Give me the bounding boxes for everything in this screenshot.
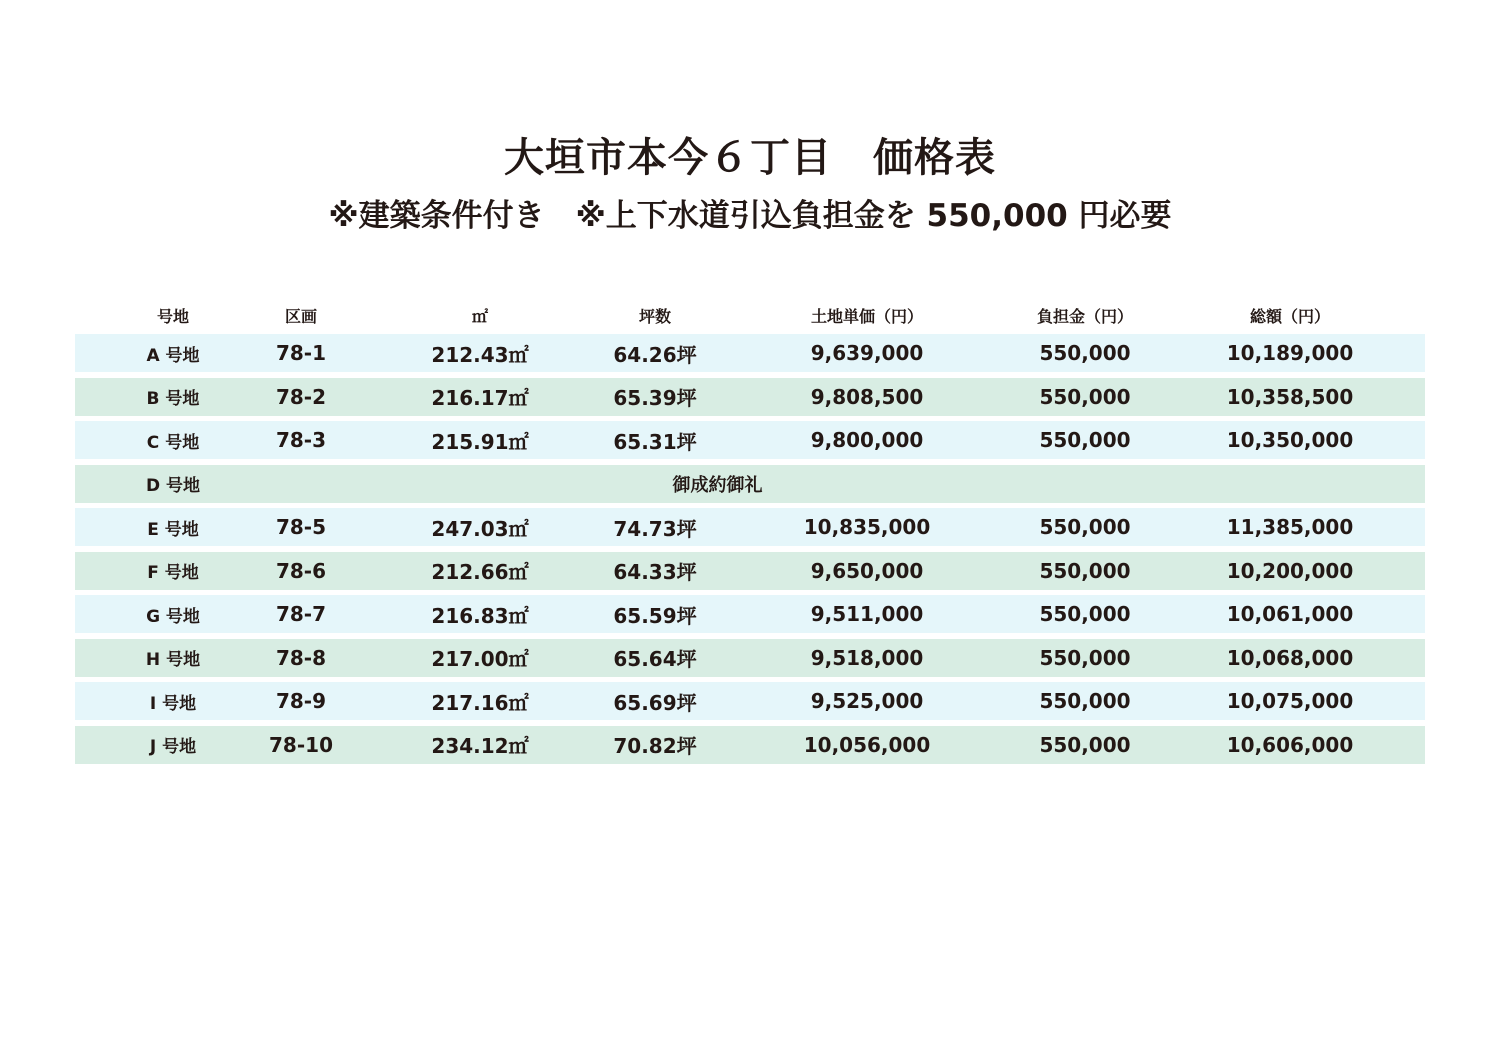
fee-cell: 550,000 <box>1039 428 1131 452</box>
section-cell: 78-3 <box>275 428 327 452</box>
header-tsubo: 坪数 <box>638 306 671 326</box>
table-body <box>75 334 1425 764</box>
total-cell: 10,061,000 <box>1226 602 1354 626</box>
table-row <box>75 465 1425 503</box>
land-price-cell: 10,056,000 <box>803 732 931 757</box>
land-price-cell: 9,518,000 <box>810 645 924 670</box>
tsubo-cell: 70.82坪 <box>613 734 697 758</box>
table-row <box>75 421 1425 459</box>
tsubo-cell: 65.69坪 <box>613 690 697 715</box>
tsubo-cell: 65.59坪 <box>613 603 697 628</box>
lot-cell: B 号地 <box>146 389 200 409</box>
tsubo-cell: 64.26坪 <box>613 342 697 367</box>
lot-cell: I 号地 <box>149 693 197 714</box>
land-price-cell: 9,525,000 <box>810 689 924 713</box>
fee-cell: 550,000 <box>1039 732 1131 757</box>
total-cell: 11,385,000 <box>1226 515 1354 539</box>
table-row <box>75 682 1425 720</box>
section-cell: 78-9 <box>275 689 327 713</box>
section-cell: 78-6 <box>275 558 327 583</box>
table-header <box>75 300 1425 330</box>
lot-cell: A 号地 <box>146 345 200 366</box>
lot-cell: F 号地 <box>147 563 199 583</box>
fee-cell: 550,000 <box>1039 341 1131 365</box>
total-cell: 10,358,500 <box>1226 384 1354 409</box>
area-cell: 216.83㎡ <box>431 603 529 628</box>
header-total: 総額（円） <box>1249 306 1330 326</box>
total-cell: 10,200,000 <box>1226 558 1354 583</box>
land-price-cell: 9,808,500 <box>810 384 924 409</box>
section-cell: 78-10 <box>269 732 333 757</box>
header-fee: 負担金（円） <box>1036 306 1133 326</box>
header-section: 区画 <box>284 306 317 326</box>
table-row <box>75 378 1425 416</box>
lot-cell: J 号地 <box>149 737 197 757</box>
fee-cell: 550,000 <box>1039 645 1131 670</box>
fee-cell: 550,000 <box>1039 689 1131 713</box>
area-cell: 217.00㎡ <box>431 647 529 671</box>
table-row <box>75 726 1425 764</box>
lot-cell: C 号地 <box>146 432 200 453</box>
section-cell: 78-5 <box>275 515 327 539</box>
land-price-cell: 9,650,000 <box>810 558 924 583</box>
table-row <box>75 552 1425 590</box>
table-row <box>75 334 1425 372</box>
area-cell: 234.12㎡ <box>431 734 529 758</box>
total-cell: 10,350,000 <box>1226 428 1354 452</box>
header-area-sqm: ㎡ <box>471 306 488 326</box>
table-row <box>75 639 1425 677</box>
section-cell: 78-7 <box>275 602 327 626</box>
total-cell: 10,075,000 <box>1226 689 1354 713</box>
tsubo-cell: 64.33坪 <box>613 560 697 584</box>
area-cell: 212.66㎡ <box>431 560 529 584</box>
lot-cell: H 号地 <box>145 650 201 670</box>
area-cell: 215.91㎡ <box>431 429 529 454</box>
land-price-cell: 10,835,000 <box>803 515 931 539</box>
tsubo-cell: 65.31坪 <box>613 429 697 454</box>
tsubo-cell: 65.64坪 <box>613 647 697 671</box>
page-title: 大垣市本今６丁目 価格表 <box>504 135 996 181</box>
section-cell: 78-2 <box>275 384 327 409</box>
fee-cell: 550,000 <box>1039 384 1131 409</box>
tsubo-cell: 74.73坪 <box>613 516 697 541</box>
status-cell: 御成約御礼 <box>672 474 763 496</box>
price-table <box>75 300 1425 769</box>
land-price-cell: 9,511,000 <box>810 602 924 626</box>
lot-cell: G 号地 <box>146 606 200 627</box>
area-cell: 216.17㎡ <box>431 386 529 410</box>
fee-cell: 550,000 <box>1039 558 1131 583</box>
total-cell: 10,068,000 <box>1226 645 1354 670</box>
area-cell: 212.43㎡ <box>431 342 529 367</box>
lot-cell: E 号地 <box>147 519 199 540</box>
section-cell: 78-8 <box>275 645 327 670</box>
header-land-price: 土地単価（円） <box>810 306 923 326</box>
fee-cell: 550,000 <box>1039 515 1131 539</box>
total-cell: 10,606,000 <box>1226 732 1354 757</box>
section-cell: 78-1 <box>275 341 327 365</box>
area-cell: 217.16㎡ <box>431 690 529 715</box>
land-price-cell: 9,639,000 <box>810 341 924 365</box>
land-price-cell: 9,800,000 <box>810 428 924 452</box>
total-cell: 10,189,000 <box>1226 341 1354 365</box>
tsubo-cell: 65.39坪 <box>613 386 697 410</box>
fee-cell: 550,000 <box>1039 602 1131 626</box>
area-cell: 247.03㎡ <box>431 516 529 541</box>
lot-cell: D 号地 <box>145 476 201 496</box>
page-subtitle: ※建築条件付き ※上下水道引込負担金を 550,000 円必要 <box>328 198 1172 234</box>
table-row <box>75 595 1425 633</box>
table-row <box>75 508 1425 546</box>
header-lot: 号地 <box>156 306 189 326</box>
